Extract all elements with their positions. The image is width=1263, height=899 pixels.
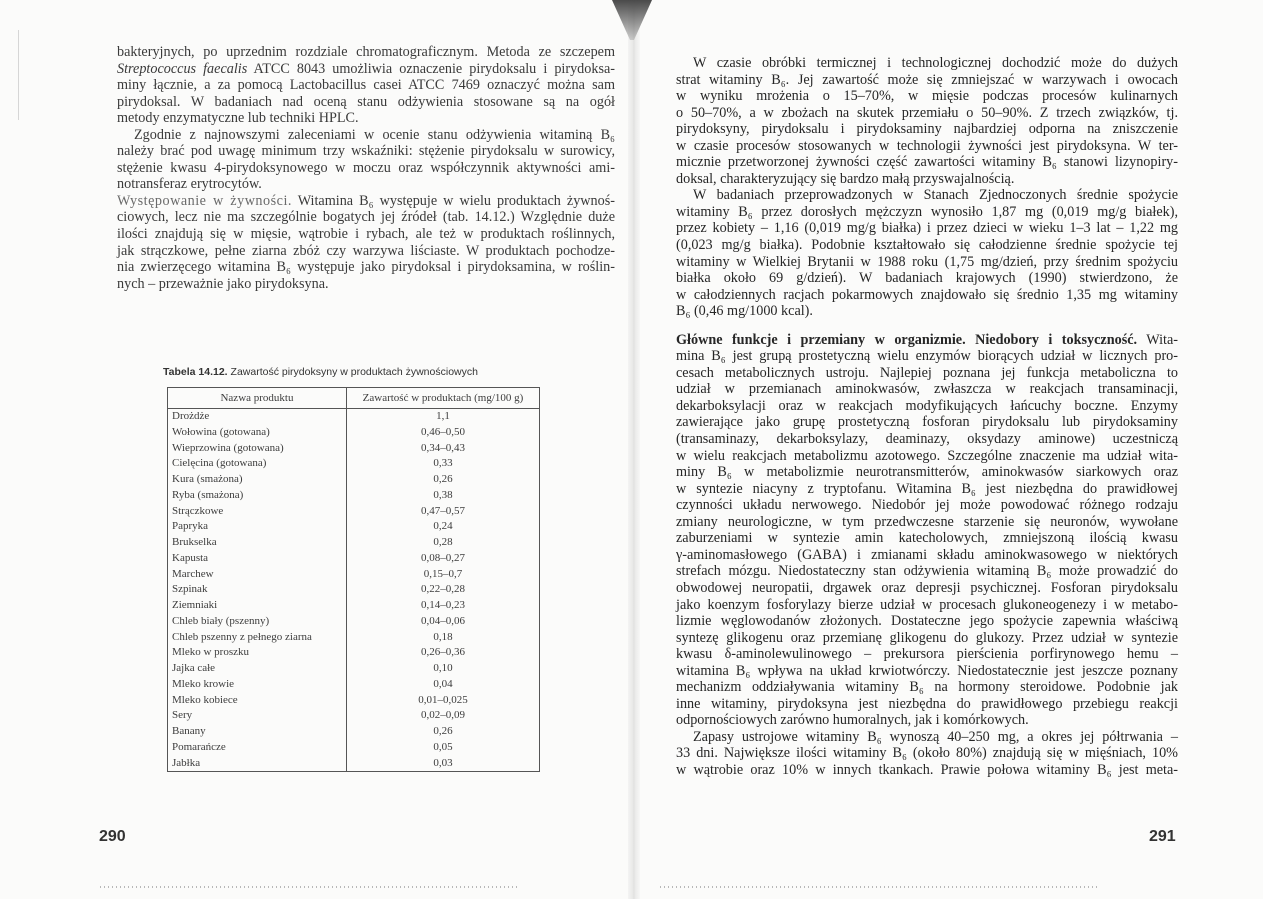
text-line: witamina B₆ wpływa na układ krwiotwórczy. Niedostatecznie jest jeszcze poznany — [676, 662, 1178, 679]
table-row — [168, 598, 540, 614]
text-line: Streptococcus faecalis ATCC 8043 umożliwia oznaczenie pirydoksalu i pirydoksa- — [117, 60, 616, 77]
text-line: pirydoksal. W badaniach nad oceną stanu odżywienia stosowane są na ogół — [117, 93, 615, 110]
product-name-cell: Jajka całe — [168, 661, 347, 677]
content-value-cell: 0,02–0,09 — [421, 709, 465, 722]
product-name-cell: Marchew — [168, 567, 347, 583]
left-page — [0, 0, 628, 899]
text-line: ilości znajdują się w mięsie, wątrobie i rybach, ale też w produktach roślinnych, — [117, 226, 615, 243]
content-value-cell: 0,01–0,025 — [418, 693, 468, 706]
content-value-cell: 0,22–0,28 — [421, 583, 465, 596]
table-caption-label: Tabela 14.12. — [163, 366, 228, 378]
table-row — [168, 582, 540, 598]
text-line: w wątrobie oraz 10% w innych tkankach. Prawie połowa witaminy B₆ jest meta- — [676, 761, 1178, 778]
text-line: 33 dni. Największe ilości witaminy B₆ (około 80%) znajdują się w mięśniach, 10% — [676, 745, 1178, 762]
content-value-cell: 0,10 — [433, 662, 453, 674]
table-row — [168, 693, 540, 709]
product-name-cell: Chleb pszenny z pełnego ziarna — [168, 630, 347, 646]
table-row — [168, 409, 540, 425]
content-value-cell: 0,26–0,36 — [421, 646, 465, 659]
content-value-cell: 0,46–0,50 — [421, 425, 465, 438]
text-line: zmiany neurologiczne, w tym przedwczesne starzenie się neuronów, wywołane — [676, 513, 1178, 530]
left-paragraph-1 — [117, 44, 615, 127]
right-paragraph-functions — [676, 332, 1178, 729]
text-line: ciowych, lecz nie ma szczególnie bogatych jej źródeł (tab. 14.12.) Względnie duże — [117, 209, 615, 226]
table-header-row — [168, 388, 540, 409]
product-name-cell: Sery — [168, 708, 347, 724]
product-name-cell: Strączkowe — [168, 504, 347, 520]
text-line: białka około 69 g/dzień). W badaniach krajowych (1990) stwierdzono, że — [676, 270, 1178, 287]
text-line: Zgodnie z najnowszymi zaleceniami w ocenie stanu odżywienia witaminą B₆ — [134, 126, 615, 143]
product-name-cell: Szpinak — [168, 582, 347, 598]
content-value-cell: 1,1 — [436, 410, 450, 422]
text-line: nych – przeważnie jako pirydoksyna. — [117, 275, 329, 292]
table-row — [168, 756, 540, 772]
product-name-cell: Wołowina (gotowana) — [168, 425, 347, 441]
table-caption-text: Zawartość pirydoksyny w produktach żywnościowych — [230, 366, 478, 378]
product-name-cell: Pomarańcze — [168, 740, 347, 756]
content-value-cell: 0,28 — [433, 536, 453, 548]
content-value-cell: 0,26 — [433, 725, 453, 737]
table-row — [168, 504, 540, 520]
text-line: jako koenzym fosforylazy bierze udział w procesach glukoneogenezy i w metabo- — [676, 596, 1178, 613]
table-row — [168, 724, 540, 740]
product-name-cell: Wieprzowina (gotowana) — [168, 441, 347, 457]
product-name-cell: Banany — [168, 724, 347, 740]
table-row — [168, 614, 540, 630]
text-line: pirydoksyny, pirydoksalu i pirydoksaminy najbardziej odporna na zniszczenie — [676, 121, 1178, 138]
text-line: kwasu δ-aminolewulinowego – prekursora pierścienia porfirynowego hemu – — [676, 646, 1178, 663]
page-number-right: 291 — [1149, 828, 1176, 845]
page-bottom-edge — [100, 886, 520, 888]
table-row — [168, 567, 540, 583]
content-value-cell: 0,03 — [433, 756, 453, 769]
text-line: w wielu reakcjach metabolizmu azotowego. Szczególne znaczenie ma udział wita- — [676, 447, 1178, 464]
text-line: czynności układu nerwowego. Niedobór jej może powodować różnego rodzaju — [676, 497, 1178, 514]
content-value-cell: 0,33 — [433, 457, 453, 470]
text-line: bakteryjnych, po uprzednim rozdziale chromatograficznym. Metoda ze szczepem — [117, 44, 615, 60]
page-number-left: 290 — [99, 828, 126, 845]
text-line: γ-aminomasłowego (GABA) i zmianami składu aminokwasowego w niektórych — [676, 546, 1178, 563]
text-line: należy brać pod uwagę minimum trzy wskaźniki: stężenie pirydoksalu w surowicy, — [117, 143, 615, 160]
table-row — [168, 456, 540, 472]
table-row — [168, 441, 540, 457]
text-line: syntezę glikogenu oraz przemianę glikogenu do glukozy. Przez udział w syntezie — [676, 629, 1178, 646]
book-gutter — [628, 0, 640, 899]
text-line: (transaminazy, dekarboksylazy, deaminazy, oksydazy aminowe) uczestniczą — [676, 431, 1178, 448]
text-line: zaburzeniami w syntezie amin katecholowych, zmniejszoną ilością kwasu — [676, 530, 1178, 547]
content-value-cell: 0,34–0,43 — [421, 441, 465, 454]
left-page-body — [117, 44, 615, 292]
table-row — [168, 472, 540, 488]
content-value-cell: 0,14–0,23 — [421, 599, 465, 611]
table-row — [168, 630, 540, 646]
text-line: Występowanie w żywności. Witamina B₆ występuje w wielu produktach żywnoś- — [117, 192, 615, 209]
product-name-cell: Mleko krowie — [168, 677, 347, 693]
text-line: notransferaz erytrocytów. — [117, 176, 262, 193]
text-line: obwodowej neuropatii, drgawek oraz depresji psychicznej. Fosforan pirydoksalu — [676, 579, 1178, 596]
text-line: odpornościowych zarówno humoralnych, jak i komórkowych. — [676, 712, 1029, 729]
table-row — [168, 645, 540, 661]
product-name-cell: Ryba (smażona) — [168, 488, 347, 504]
pyridoxine-content-table — [167, 387, 540, 772]
text-line: witaminy B₆ przez dorosłych mężczyzn wynosiło 1,87 mg (0,019 mg/g białek), — [676, 203, 1178, 220]
right-page-body — [676, 55, 1178, 779]
product-name-cell: Ziemniaki — [168, 598, 347, 614]
table-row — [168, 535, 540, 551]
text-line: dekarboksylacji oraz w reakcjach modyfikujących łańcuchy boczne. Enzymy — [676, 397, 1178, 414]
table-row — [168, 661, 540, 677]
text-line: micznie przetworzonej żywności część zawartości witaminy B₆ stanowi lizynopiry- — [676, 154, 1178, 171]
content-value-cell: 0,05 — [433, 740, 453, 753]
content-value-cell: 0,24 — [433, 520, 453, 533]
text-line: Zapasy ustrojowe witaminy B₆ wynoszą 40–250 mg, a okres jej półtrwania – — [693, 728, 1178, 745]
right-paragraph-stores — [676, 729, 1178, 779]
product-name-cell: Papryka — [168, 519, 347, 535]
product-name-cell: Drożdże — [168, 409, 347, 425]
text-line: metody enzymatyczne lub techniki HPLC. — [117, 110, 359, 127]
content-value-cell: 0,26 — [433, 473, 453, 485]
product-name-cell: Jabłka — [168, 756, 347, 772]
content-value-cell: 0,47–0,57 — [421, 504, 465, 517]
table-row — [168, 551, 540, 567]
text-line: w wyniku mrożenia o 15–70%, w mięsie podczas procesów kulinarnych — [676, 88, 1178, 105]
content-value-cell: 0,04–0,06 — [421, 614, 465, 627]
text-line: lizmie węglowodanów złożonych. Dostateczne jego spożycie zapewnia właściwą — [676, 613, 1178, 630]
text-line: W czasie obróbki termicznej i technologicznej dochodzić może do dużych — [693, 55, 1178, 71]
content-value-cell: 0,38 — [433, 488, 453, 501]
text-line: W badaniach przeprowadzonych w Stanach Zjednoczonych średnie spożycie — [693, 187, 1178, 204]
left-paragraph-2 — [117, 127, 615, 193]
text-line: mina B₆ jest grupą prostetyczną wielu enzymów biorących udział w licznych pro- — [676, 348, 1178, 365]
text-line: inne witaminy, pirydoksyna jest niezbędna do prawidłowego przebiegu reakcji — [676, 695, 1178, 712]
table-row — [168, 677, 540, 693]
text-line: nia zwierzęcego witamina B₆ występuje jako pirydoksal i pirydoksamina, w roślin- — [117, 259, 615, 276]
content-value-cell: 0,18 — [433, 630, 453, 643]
text-line: witaminy w Wielkiej Brytanii w 1988 roku (1,75 mg/dzień, przy średnim spożyciu — [676, 253, 1178, 270]
text-line: o 50–70%, a w zbożach na skutek przemiału o 50–90%. Z trzech związków, tj. — [676, 104, 1178, 121]
column-header-product: Nazwa produktu — [168, 388, 347, 409]
text-line: udział w przemianach aminokwasów, zwłaszcza w reakcjach transaminacji, — [676, 381, 1178, 398]
product-name-cell: Brukselka — [168, 535, 347, 551]
text-line: strefach mózgu. Niedostateczny stan odżywienia witaminą B₆ może prowadzić do — [676, 563, 1178, 580]
paragraph-gap — [676, 320, 1178, 332]
text-line: B₆ (0,46 mg/1000 kcal). — [676, 303, 813, 320]
text-line: w czasie procesów stosowanych w technologii żywności jest pirydoksyna. W ter- — [676, 137, 1178, 154]
text-line: Główne funkcje i przemiany w organizmie. Niedobory i toksyczność. Wita- — [676, 331, 1178, 348]
table-row — [168, 488, 540, 504]
text-line: cesach metabolicznych ustroju. Najlepiej poznana jej funkcja metaboliczna to — [676, 364, 1178, 381]
right-paragraph-1 — [676, 55, 1178, 187]
table-row — [168, 740, 540, 756]
content-value-cell: 0,08–0,27 — [421, 551, 465, 564]
table-body — [168, 409, 540, 772]
text-line: mechanizm oddziaływania witaminy B₆ na hormony steroidowe. Podobnie jak — [676, 679, 1178, 696]
text-line: miny B₆ w metabolizmie neurotransmitterów, aminokwasów siarkowych oraz — [676, 464, 1178, 481]
content-value-cell: 0,04 — [433, 677, 453, 690]
text-line: zawierające jako grupę prostetyczną fosforan pirydoksalu lub pirydoksaminy — [676, 414, 1178, 431]
right-paragraph-2 — [676, 187, 1178, 319]
table-row — [168, 519, 540, 535]
table-row — [168, 425, 540, 441]
text-line: stężenie kwasu 4-pirydoksynowego w moczu oraz współczynnik aktywności ami- — [117, 159, 615, 176]
page-bottom-edge-right — [660, 886, 1100, 888]
table-row — [168, 708, 540, 724]
text-line: strat witaminy B₆. Jej zawartość może się zmniejszać w warzywach i owocach — [676, 71, 1178, 88]
left-paragraph-occurrence — [117, 193, 615, 292]
product-name-cell: Chleb biały (pszenny) — [168, 614, 347, 630]
text-line: miny łącznie, a za pomocą Lactobacillus casei ATCC 7469 oznaczyć można sam — [117, 77, 615, 94]
text-line: jak strączkowe, pełne ziarna zbóż czy warzywa liściaste. W produktach pochodze- — [117, 242, 615, 259]
text-line: w syntezie niacyny z tryptofanu. Witamina B₆ jest niezbędna do prawidłowej — [676, 480, 1178, 497]
text-line: przez kobiety – 1,16 (0,019 mg/g białka) i przez dzieci w wieku 1–3 lat – 1,22 mg — [676, 220, 1178, 237]
column-header-content: Zawartość w produktach (mg/100 g) — [347, 388, 540, 409]
product-name-cell: Cielęcina (gotowana) — [168, 456, 347, 472]
text-line: doksal, charakteryzujący się bardzo małą przyswajalnością. — [676, 170, 1015, 187]
product-name-cell: Kura (smażona) — [168, 472, 347, 488]
text-line: w całodziennych racjach pokarmowych znajdowało się średnio 1,35 mg witaminy — [676, 286, 1178, 303]
product-name-cell: Kapusta — [168, 551, 347, 567]
table-caption — [163, 366, 478, 378]
product-name-cell: Mleko w proszku — [168, 645, 347, 661]
content-value-cell: 0,15–0,7 — [423, 567, 463, 580]
product-name-cell: Mleko kobiece — [168, 693, 347, 709]
text-line: (0,023 mg/g białka). Podobnie kształtowało się całodzienne średnie spożycie tej — [676, 237, 1178, 254]
